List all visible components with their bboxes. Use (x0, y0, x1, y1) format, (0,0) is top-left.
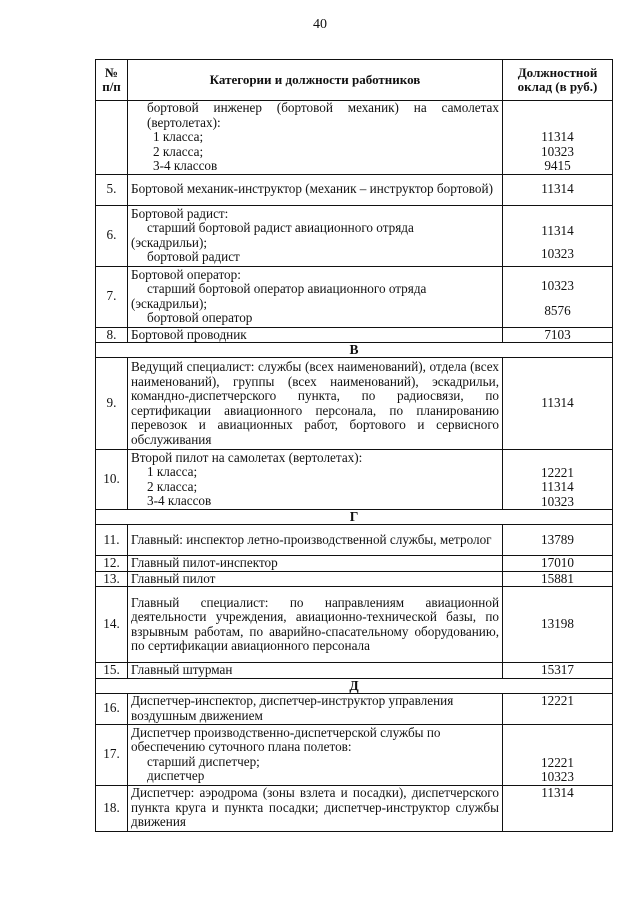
page-number: 40 (313, 17, 327, 32)
row-number: 17. (96, 724, 128, 785)
row-category: Главный пилот (128, 571, 503, 587)
row-number: 10. (96, 450, 128, 510)
row-salary: 11314 10323 9415 (503, 101, 613, 175)
row-category: Бортовой радист: старший бортовой радист авиационного отряда (эскадрильи); бортовой радист (128, 205, 503, 266)
row-salary: 13789 (503, 525, 613, 556)
row-salary: 12221 (503, 693, 613, 724)
row-number: 8. (96, 327, 128, 343)
row-category: Диспетчер-инспектор, диспетчер-инструктор управления воздушным движением (128, 693, 503, 724)
table-row (96, 724, 613, 785)
row-number (96, 101, 128, 175)
row-number: 6. (96, 205, 128, 266)
table-row (96, 785, 613, 831)
row-number: 16. (96, 693, 128, 724)
row-category: Диспетчер: аэродрома (зоны взлета и посадки), диспетчерского пункта круга и пункта посадки; диспетчер-инструктор службы движения (128, 785, 503, 831)
table-row (96, 174, 613, 205)
row-category: Ведущий специалист: службы (всех наименований), отдела (всех наименований), группы (всех наименований), эскадрильи, командно-диспетчерского пункта, по радиосвязи, по сертификации авиационного персонала, по планированию перевозок и авиационных работ, бортового и сервисного обслуживания (128, 358, 503, 450)
row-salary: 13198 (503, 587, 613, 663)
row-salary: 15881 (503, 571, 613, 587)
row-category: Диспетчер производственно-диспетчерской службы по обеспечению суточного плана полетов: старший диспетчер; диспетчер (128, 724, 503, 785)
table-row (96, 571, 613, 587)
header-category: Категории и должности работников (128, 60, 503, 101)
row-number: 15. (96, 663, 128, 679)
row-number: 14. (96, 587, 128, 663)
row-category: бортовой инженер (бортовой механик) на самолетах (вертолетах): 1 класса; 2 класса; 3-4 классов (128, 101, 503, 175)
row-category: Бортовой механик-инструктор (механик – инструктор бортовой) (128, 174, 503, 205)
header-number: № п/п (96, 60, 128, 101)
row-number: 18. (96, 785, 128, 831)
section-letter: В (96, 343, 613, 358)
row-number: 12. (96, 556, 128, 572)
row-category: Второй пилот на самолетах (вертолетах): 1 класса; 2 класса; 3-4 классов (128, 450, 503, 510)
table-row (96, 358, 613, 450)
row-category: Главный специалист: по направлениям авиационной деятельности учреждения, авиационно-технической базы, по взрывным работам, по аварийно-спасательному оборудованию, по сертификации авиационного персонала (128, 587, 503, 663)
table-row (96, 556, 613, 572)
row-category: Главный пилот-инспектор (128, 556, 503, 572)
row-category: Главный: инспектор летно-производственной службы, метролог (128, 525, 503, 556)
row-category: Главный штурман (128, 663, 503, 679)
row-number: 13. (96, 571, 128, 587)
table-row (96, 327, 613, 343)
section-row (96, 343, 613, 358)
row-salary: 12221 11314 10323 (503, 450, 613, 510)
row-salary: 11314 (503, 174, 613, 205)
row-category: Бортовой оператор: старший бортовой оператор авиационного отряда (эскадрильи); бортовой оператор (128, 266, 503, 327)
row-category: Бортовой проводник (128, 327, 503, 343)
row-salary: 17010 (503, 556, 613, 572)
salary-table (95, 59, 613, 832)
table-row (96, 663, 613, 679)
header-salary: Должностной оклад (в руб.) (503, 60, 613, 101)
table-row (96, 587, 613, 663)
section-letter: Д (96, 678, 613, 693)
table-row (96, 266, 613, 327)
row-salary: 10323 8576 (503, 266, 613, 327)
table-row (96, 450, 613, 510)
row-salary: 12221 10323 (503, 724, 613, 785)
section-row (96, 678, 613, 693)
section-letter: Г (96, 510, 613, 525)
row-salary: 11314 (503, 358, 613, 450)
row-salary: 11314 (503, 785, 613, 831)
table-row (96, 525, 613, 556)
row-number: 5. (96, 174, 128, 205)
table-row (96, 205, 613, 266)
row-number: 11. (96, 525, 128, 556)
row-salary: 15317 (503, 663, 613, 679)
section-row (96, 510, 613, 525)
table-row (96, 693, 613, 724)
table-row (96, 101, 613, 175)
row-salary: 11314 10323 (503, 205, 613, 266)
row-number: 9. (96, 358, 128, 450)
row-salary: 7103 (503, 327, 613, 343)
table-header-row (96, 60, 613, 101)
row-number: 7. (96, 266, 128, 327)
